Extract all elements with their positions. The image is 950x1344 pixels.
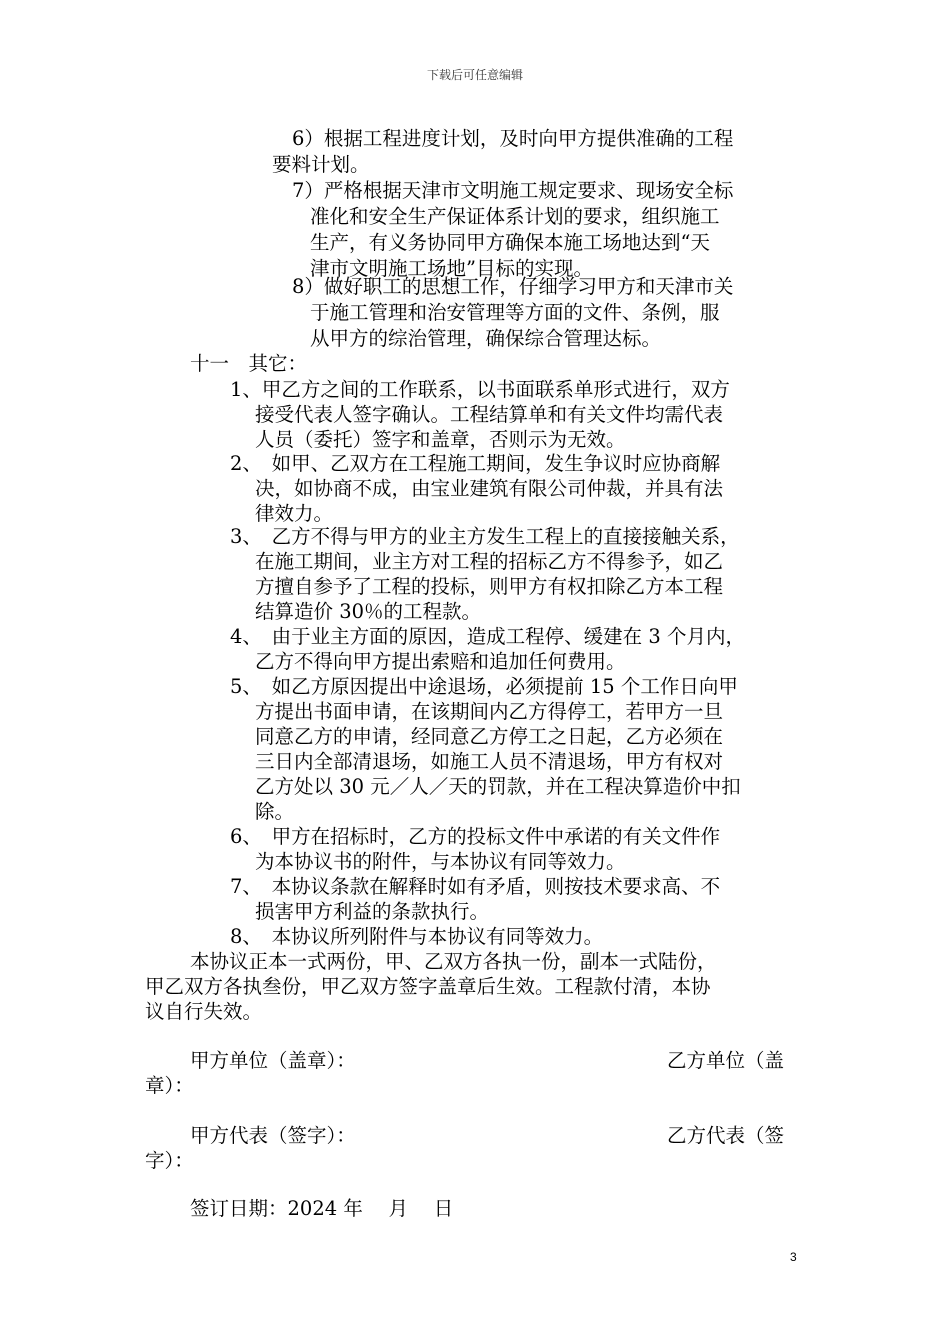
text-line: 方提出书面申请，在该期间内乙方得停工，若甲方一旦 [255,700,724,723]
text-line: 同意乙方的申请，经同意乙方停工之日起，乙方必须在 [255,725,724,748]
text-line: 3、 乙方不得与甲方的业主方发生工程上的直接接触关系， [230,525,740,548]
text-line: 7、 本协议条款在解释时如有矛盾，则按技术要求高、不 [230,875,721,898]
text-line: 生产，有义务协同甲方确保本施工场地达到“天 [310,231,710,254]
text-line: 字）： [145,1149,194,1172]
text-line: 议自行失效。 [145,1000,263,1023]
text-line: 8、 本协议所列附件与本协议有同等效力。 [230,925,604,948]
text-line: 乙方不得向甲方提出索赔和追加任何费用。 [255,650,626,673]
party-a-seal-label: 甲方单位（盖章）： [190,1049,356,1072]
text-line: 律效力。 [255,502,334,525]
text-line: 1、甲乙方之间的工作联系，以书面联系单形式进行，双方 [230,378,730,401]
text-line: 为本协议书的附件，与本协议有同等效力。 [255,850,626,873]
text-line: 要料计划。 [272,153,370,176]
text-line: 2、 如甲、乙双方在工程施工期间，发生争议时应协商解 [230,452,721,475]
text-line: 从甲方的综治管理，确保综合管理达标。 [310,327,662,350]
text-line: 6、 甲方在招标时，乙方的投标文件中承诺的有关文件作 [230,825,721,848]
text-line: 津市文明施工场地”目标的实现。 [310,257,593,280]
party-b-seal-label: 乙方单位（盖 [667,1049,785,1072]
text-line: 于施工管理和治安管理等方面的文件、条例，服 [310,301,720,324]
text-line: 本协议正本一式两份，甲、乙双方各执一份，副本一式陆份， [190,950,717,973]
text-line: 接受代表人签字确认。工程结算单和有关文件均需代表 [255,403,724,426]
text-line: 章）： [145,1074,194,1097]
text-line: 人员（委托）签字和盖章，否则示为无效。 [255,428,626,451]
text-line: 决，如协商不成，由宝业建筑有限公司仲裁，并具有法 [255,477,724,500]
page-header: 下载后可任意编辑 [426,68,523,82]
text-line: 在施工期间，业主方对工程的招标乙方不得参予，如乙 [255,550,724,573]
text-line: 6）根据工程进度计划，及时向甲方提供准确的工程 [292,127,734,150]
text-line: 7）严格根据天津市文明施工规定要求、现场安全标 [292,179,734,202]
page-number: 3 [790,1250,797,1264]
text-line: 方擅自参予了工程的投标，则甲方有权扣除乙方本工程 [255,575,724,598]
text-line: 甲乙双方各执叁份，甲乙双方签字盖章后生效。工程款付清，本协 [145,975,711,998]
text-line: 结算造价 30％的工程款。 [255,600,482,623]
text-line: 三日内全部清退场，如施工人员不清退场，甲方有权对 [255,750,724,773]
party-b-rep-label: 乙方代表（签 [667,1124,785,1147]
text-line: 除。 [255,800,295,823]
text-line: 乙方处以 30 元／人／天的罚款，并在工程决算造价中扣 [255,775,741,798]
text-line: 4、 由于业主方面的原因，造成工程停、缓建在 3 个月内， [230,625,745,648]
party-a-rep-label: 甲方代表（签字）： [190,1124,356,1147]
text-line: 5、 如乙方原因提出中途退场，必须提前 15 个工作日向甲 [230,675,738,698]
text-line: 8）做好职工的思想工作，仔细学习甲方和天津市关 [292,275,734,298]
signing-date: 签订日期：2024 年 月 日 [190,1197,454,1220]
text-line: 损害甲方利益的条款执行。 [255,900,490,923]
text-line: 准化和安全生产保证体系计划的要求，组织施工 [310,205,720,228]
section-heading: 十一 其它： [190,352,308,375]
